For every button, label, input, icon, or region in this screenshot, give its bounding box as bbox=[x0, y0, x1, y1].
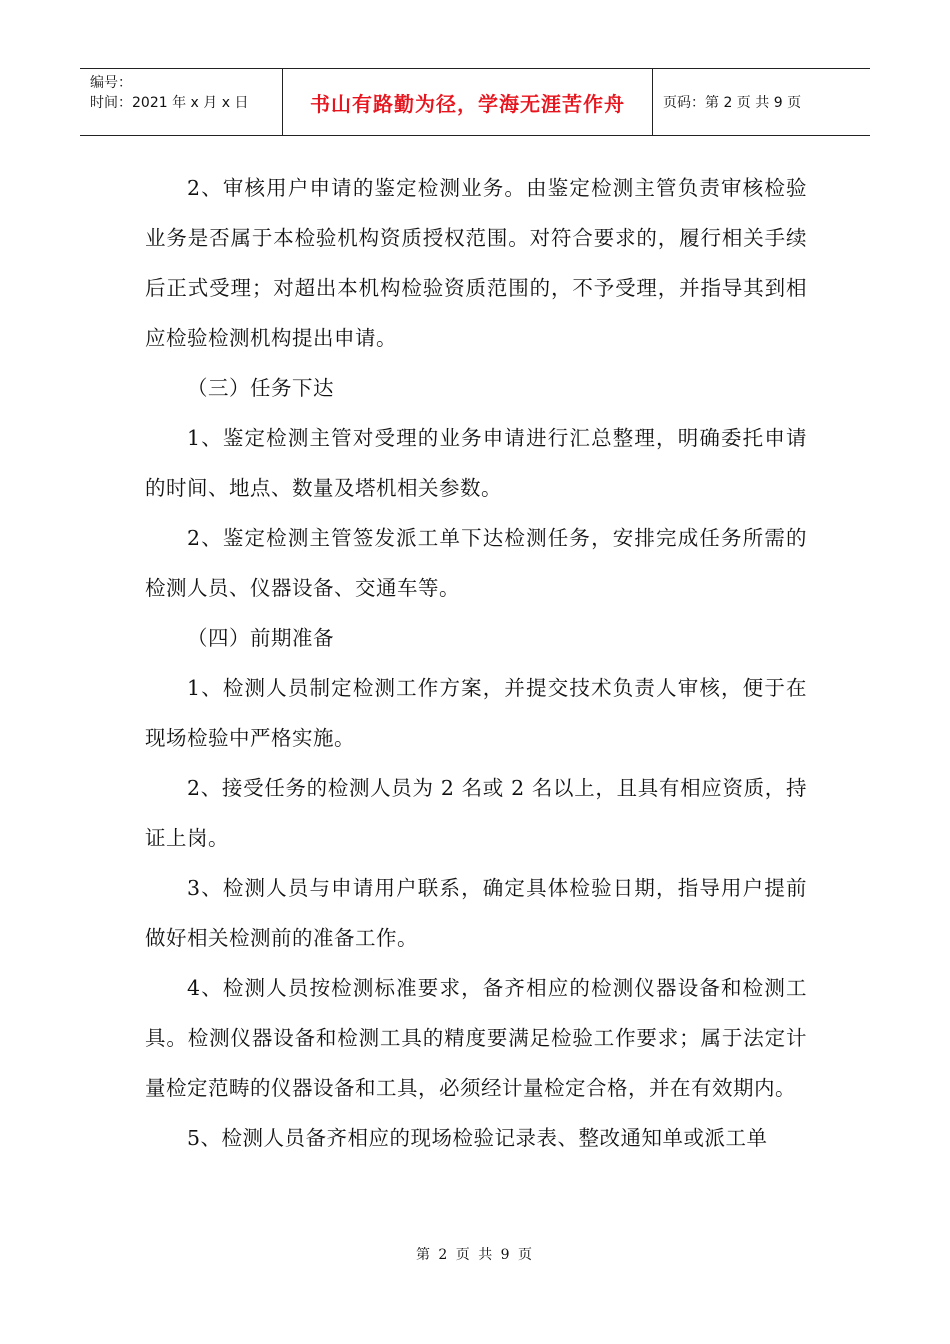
header-motto-cell bbox=[283, 69, 653, 135]
paragraph: 1、鉴定检测主管对受理的业务申请进行汇总整理，明确委托申请的时间、地点、数量及塔机相关参数。 bbox=[145, 426, 807, 500]
section-heading: （三）任务下达 bbox=[187, 376, 334, 400]
section-heading: （四）前期准备 bbox=[187, 626, 334, 650]
paragraph: 3、检测人员与申请用户联系，确定具体检验日期，指导用户提前做好相关检测前的准备工作。 bbox=[145, 876, 807, 950]
paragraph: 5、检测人员备齐相应的现场检验记录表、整改通知单或派工单 bbox=[187, 1126, 768, 1150]
paragraph: 2、接受任务的检测人员为 2 名或 2 名以上，且具有相应资质，持证上岗。 bbox=[145, 776, 807, 850]
number-label: 编号： bbox=[90, 75, 132, 91]
paragraph: 2、审核用户申请的鉴定检测业务。由鉴定检测主管负责审核检验业务是否属于本检验机构资质授权范围。对符合要求的，履行相关手续后正式受理；对超出本机构检验资质范围的，不予受理，并指导其到相应检验检测机构提出申请。 bbox=[145, 176, 807, 350]
header-page-cell bbox=[653, 69, 870, 135]
header-meta-cell bbox=[80, 69, 283, 135]
document-body bbox=[145, 163, 807, 1163]
time-label: 时间：2021 年 x 月 x 日 bbox=[90, 95, 249, 111]
page-footer bbox=[0, 1244, 950, 1264]
paragraph: 4、检测人员按检测标准要求，备齐相应的检测仪器设备和检测工具。检测仪器设备和检测工具的精度要满足检验工作要求；属于法定计量检定范畴的仪器设备和工具，必须经计量检定合格，并在有效期内。 bbox=[145, 976, 807, 1100]
page-header bbox=[80, 68, 870, 136]
footer-page-number: 第 2 页 共 9 页 bbox=[415, 1247, 535, 1263]
paragraph: 1、检测人员制定检测工作方案，并提交技术负责人审核，便于在现场检验中严格实施。 bbox=[145, 676, 807, 750]
page-info: 页码：第 2 页 共 9 页 bbox=[663, 95, 802, 111]
motto-text: 书山有路勤为径，学海无涯苦作舟 bbox=[310, 91, 625, 116]
paragraph: 2、鉴定检测主管签发派工单下达检测任务，安排完成任务所需的检测人员、仪器设备、交通车等。 bbox=[145, 526, 807, 600]
